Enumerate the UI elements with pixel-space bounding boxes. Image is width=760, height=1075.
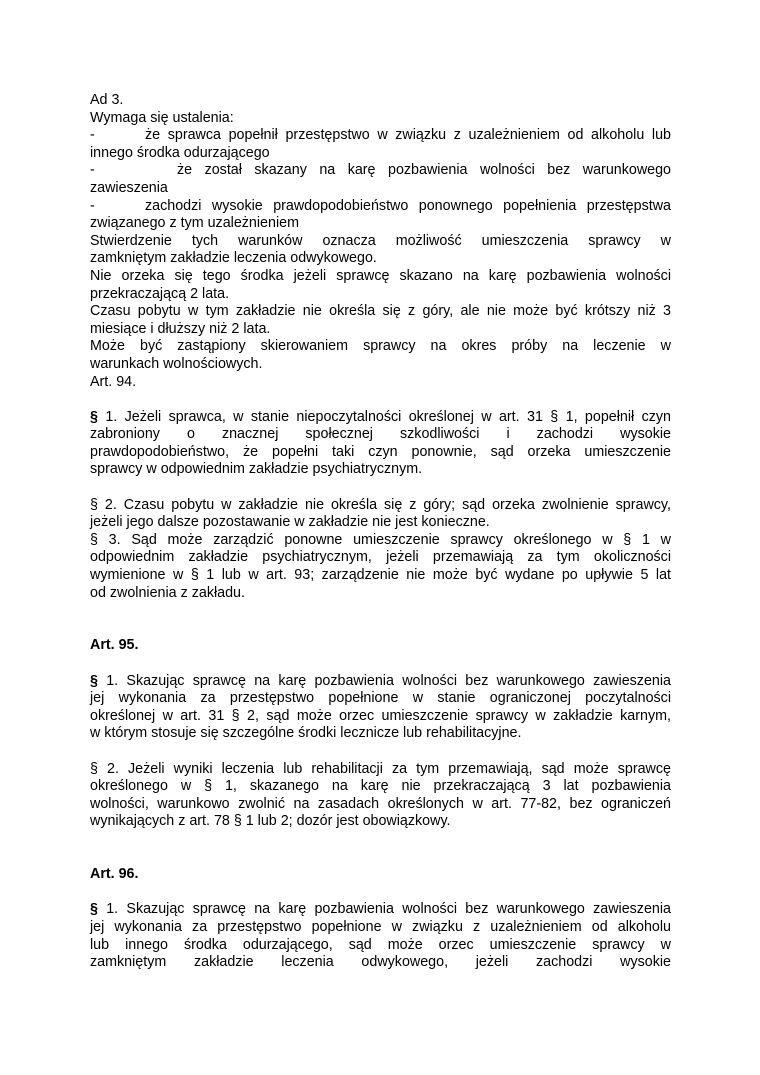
- ad3-paragraph-2-line-1: Nie orzeka się tego środka jeżeli sprawcę skazano na karę pozbawienia wolności: [90, 267, 671, 284]
- art94-s1-line-3: prawdopodobieństwo, że popełni taki czyn ponownie, sąd orzeka umieszczenie: [90, 443, 671, 460]
- art96-s1-line-2: jej wykonania za przestępstwo popełnione w związku z uzależnieniem od alkoholu: [90, 918, 671, 935]
- art95-title: Art. 95.: [90, 637, 139, 654]
- ad3-title: Ad 3.: [90, 92, 124, 108]
- spacer: [90, 743, 671, 761]
- section-sign: §: [90, 408, 98, 425]
- ad3-intro: Wymaga się ustalenia:: [90, 109, 234, 126]
- art96-title: Art. 96.: [90, 866, 139, 883]
- spacer: [90, 602, 671, 637]
- art95-s2-line-3: wolności, warunkowo zwolnić na zasadach określonych w art. 77-82, bez ograniczeń: [90, 795, 671, 812]
- spacer: [90, 884, 671, 902]
- ad3-paragraph-3-line-2: miesiące i dłuższy niż 2 lata.: [90, 320, 271, 337]
- ad3-bullet-1: [90, 127, 671, 145]
- spacer: [90, 479, 671, 497]
- ad3-bullet-3-cont: związanego z tym uzależnieniem: [90, 215, 299, 232]
- bullet-marker: -: [90, 197, 95, 214]
- art95-s2-line-4: wynikających z art. 78 § 1 lub 2; dozór jest obowiązkowy.: [90, 813, 451, 830]
- bullet-text: że sprawca popełnił przestępstwo w związku z uzależnieniem od alkoholu lub: [145, 127, 671, 144]
- art95-s1-line-1-text: 1. Skazując sprawcę na karę pozbawienia wolności bez warunkowego zawieszenia: [97, 672, 671, 689]
- art94-s1-line-2: zabroniony o znacznej społecznej szkodliwości i zachodzi wysokie: [90, 426, 671, 443]
- ad3-bullet-3: [90, 198, 671, 216]
- art96-s1-line-1-text: 1. Skazując sprawcę na karę pozbawienia wolności bez warunkowego zawieszenia: [97, 901, 671, 918]
- ad3-paragraph-2-line-2: przekraczającą 2 lata.: [90, 285, 230, 302]
- section-sign: §: [90, 901, 98, 918]
- ad3-paragraph-1-line-1: Stwierdzenie tych warunków oznacza możliwość umieszczenia sprawcy w: [90, 232, 671, 249]
- art94-title: Art. 94.: [90, 373, 137, 390]
- bullet-marker: -: [90, 127, 95, 144]
- art95-s1-line-3: określonej w art. 31 § 2, sąd może orzec umieszczenie sprawcy w zakładzie karnym,: [90, 707, 671, 724]
- art96-s1-line-1: [90, 901, 671, 919]
- art96-s1-line-4: zamkniętym zakładzie leczenia odwykowego, jeżeli zachodzi wysokie: [90, 954, 671, 971]
- art94-s3-line-3: wymienione w § 1 lub w art. 93; zarządzenie nie może być wydane po upływie 5 lat: [90, 567, 671, 584]
- bullet-marker: -: [90, 162, 95, 179]
- ad3-paragraph-3-line-1: Czasu pobytu w tym zakładzie nie określa się z góry, ale nie może być krótszy niż 3: [90, 303, 671, 320]
- ad3-paragraph-4-line-2: warunkach wolnościowych.: [90, 355, 263, 372]
- ad3-bullet-1-cont: innego środka odurzającego: [90, 144, 270, 161]
- art95-s2-line-1: § 2. Jeżeli wyniki leczenia lub rehabilitacji za tym przemawiają, sąd może sprawcę: [90, 760, 671, 777]
- art94-s2-line-2: jeżeli jego dalsze pozostawanie w zakładzie nie jest konieczne.: [90, 514, 490, 531]
- art94-s1-line-4: sprawcy w odpowiednim zakładzie psychiatrycznym.: [90, 461, 423, 478]
- art94-s1-line-1: [90, 409, 671, 427]
- bullet-text: że został skazany na karę pozbawienia wolności bez warunkowego: [177, 162, 671, 179]
- art94-s1-line-1-text: 1. Jeżeli sprawca, w stanie niepoczytalności określonej w art. 31 § 1, popełnił czyn: [97, 408, 671, 425]
- ad3-bullet-2-cont: zawieszenia: [90, 179, 168, 196]
- ad3-paragraph-1-line-2: zamkniętym zakładzie leczenia odwykowego.: [90, 250, 377, 267]
- document-page: [90, 92, 671, 972]
- art95-s1-line-1: [90, 673, 671, 691]
- spacer: [90, 831, 671, 866]
- art94-s3-line-1: § 3. Sąd może zarządzić ponowne umieszczenie sprawcy określonego w § 1 w: [90, 531, 671, 548]
- ad3-bullet-2: [90, 162, 671, 180]
- spacer: [90, 391, 671, 409]
- art94-s3-line-2: odpowiednim zakładzie psychiatrycznym, jeżeli przemawiają za tym okoliczności: [90, 549, 671, 566]
- section-sign: §: [90, 672, 98, 689]
- bullet-text: zachodzi wysokie prawdopodobieństwo ponownego popełnienia przestępstwa: [145, 197, 671, 214]
- art94-s2-line-1: § 2. Czasu pobytu w zakładzie nie określa się z góry; sąd orzeka zwolnienie sprawcy,: [90, 496, 671, 513]
- spacer: [90, 655, 671, 673]
- art95-s1-line-4: w którym stosuje się szczególne środki lecznicze lub rehabilitacyjne.: [90, 725, 522, 742]
- art95-s1-line-2: jej wykonania za przestępstwo popełnione w stanie ograniczonej poczytalności: [90, 690, 671, 707]
- ad3-paragraph-4-line-1: Może być zastąpiony skierowaniem sprawcy na okres próby na leczenie w: [90, 338, 671, 355]
- art94-s3-line-4: od zwolnienia z zakładu.: [90, 584, 245, 601]
- art95-s2-line-2: określonego w § 1, skazanego na karę nie przekraczającą 3 lat pozbawienia: [90, 778, 671, 795]
- art96-s1-line-3: lub innego środka odurzającego, sąd może orzec umieszczenie sprawcy w: [90, 936, 671, 953]
